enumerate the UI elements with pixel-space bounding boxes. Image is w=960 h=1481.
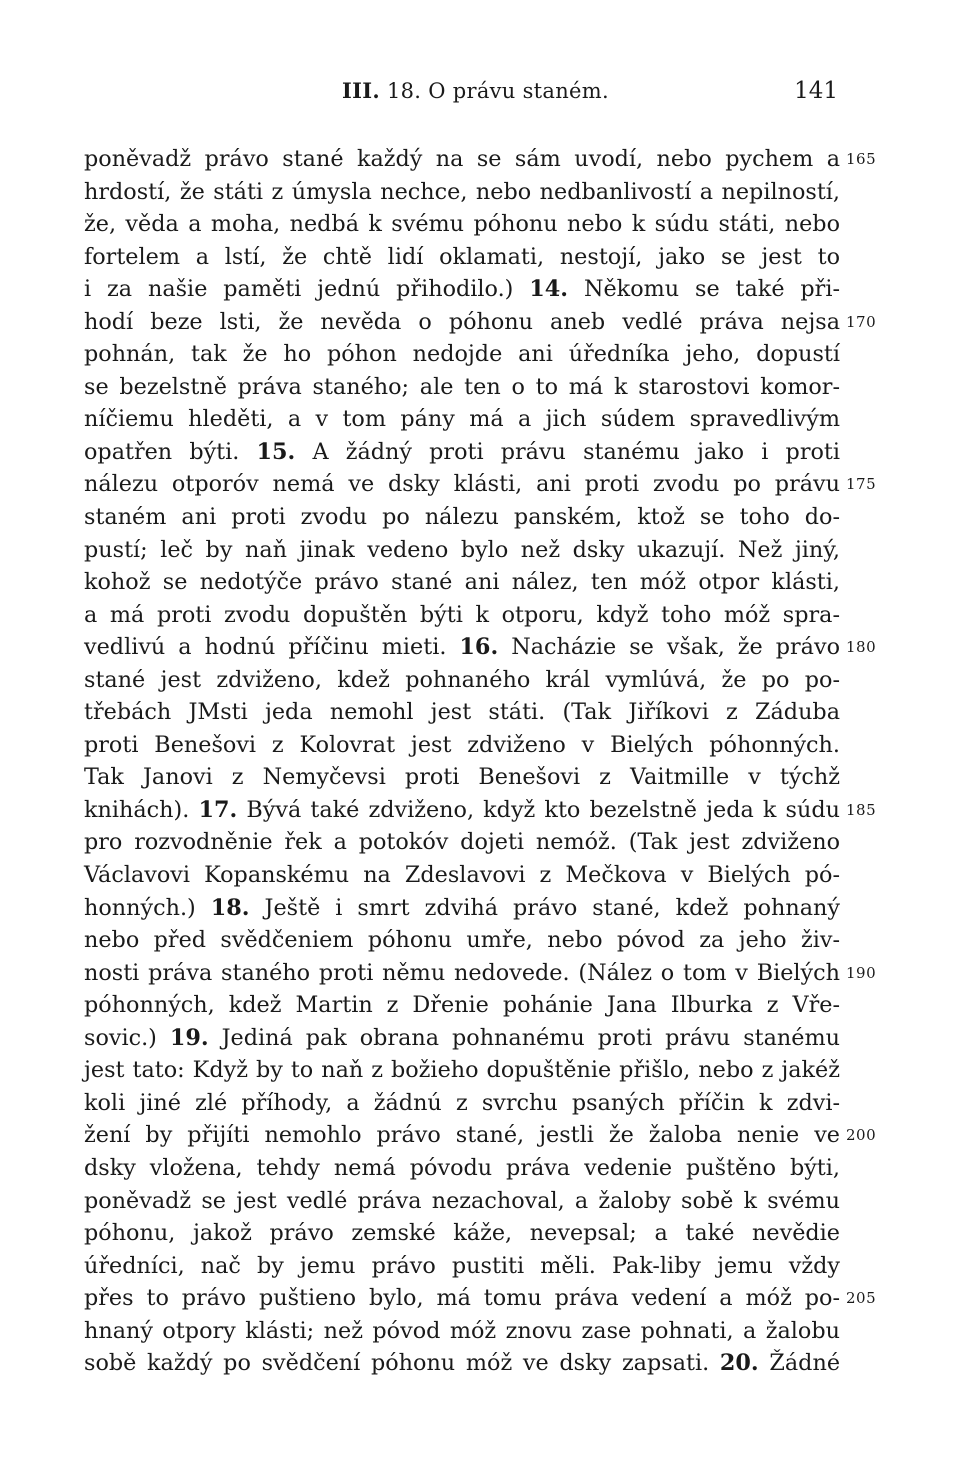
text-segment: nosti práva staného proti němu nedovede. (Nález o tom v Bielých (84, 959, 840, 986)
text-line (84, 924, 840, 957)
section-number: 16. (459, 634, 499, 661)
text-segment: Někomu se také při- (568, 276, 841, 303)
text-line (84, 761, 840, 794)
body-text (84, 143, 877, 1380)
line-number-marginal: 190 (846, 963, 877, 982)
text-line (84, 371, 840, 404)
text-segment: Žádné (758, 1350, 841, 1377)
text-segment: žení by přijíti nemohlo právo stané, jestli že žaloba nenie ve (84, 1122, 840, 1149)
text-line (84, 892, 840, 925)
running-head-title: 18. O právu staném. (386, 79, 609, 103)
text-line (84, 566, 840, 599)
line-number-marginal: 200 (846, 1126, 877, 1145)
text-segment: proti Benešovi z Kolovrat jest zdviženo v Bielých póhonných. (84, 731, 840, 758)
text-line (84, 403, 840, 436)
text-line (84, 338, 840, 371)
text-segment: Václavovi Kopanskému na Zdeslavovi z Mečkova v Bielých pó- (84, 862, 840, 889)
text-segment: stané jest zdviženo, kdež pohnaného král vymlúvá, že po po- (84, 666, 840, 693)
text-line (84, 1185, 840, 1218)
text-line (84, 1119, 877, 1152)
text-line (84, 534, 840, 567)
text-segment: opatřen býti. (84, 438, 257, 465)
text-segment: Tak Janovi z Nemyčevsi proti Benešovi z Vaitmille v týchž (84, 764, 840, 791)
text-line (84, 989, 840, 1022)
text-segment: koli jiné zlé příhody, a žádnú z svrchu psaných příčin k zdvi- (84, 1089, 840, 1116)
text-line (84, 664, 840, 697)
text-segment: Bývá také zdviženo, když kto bezelstně jeda k súdu (237, 796, 840, 823)
text-segment: poněvadž právo stané každý na se sám uvodí, nebo pychem a (84, 146, 840, 172)
text-line (84, 1217, 840, 1250)
text-segment: hodí beze lsti, že nevěda o póhonu aneb vedlé práva nejsa (84, 308, 840, 335)
text-segment: i za našie paměti jednú přihodilo.) (84, 276, 530, 303)
section-number: 18. (210, 894, 250, 921)
text-segment: sovic.) (84, 1024, 170, 1051)
text-line (84, 696, 840, 729)
running-head-roman: III. (342, 78, 380, 103)
section-number: 14. (529, 276, 569, 303)
running-head (342, 78, 609, 103)
text-segment: vedlivú a hodnú příčinu mieti. (84, 634, 460, 661)
text-segment: nálezu otporóv nemá ve dsky klásti, ani proti zvodu po právu (84, 471, 840, 498)
text-line (84, 143, 877, 176)
text-line (84, 273, 840, 306)
text-segment: úředníci, nač by jemu právo pustiti měli. Pak-liby jemu vždy (84, 1252, 840, 1279)
text-segment: hrdostí, že státi z úmysla nechce, nebo nedbanlivostí a nepilností, (84, 178, 840, 205)
page-header (0, 78, 960, 114)
text-line (84, 306, 877, 339)
text-line (84, 1250, 840, 1283)
text-line (84, 468, 877, 501)
text-segment: Nacházie se však, že právo (498, 634, 840, 661)
text-line (84, 1054, 840, 1087)
section-number: 17. (198, 796, 238, 823)
text-line (84, 241, 840, 274)
text-line (84, 208, 840, 241)
line-number-marginal: 185 (846, 800, 877, 819)
text-segment: A žádný proti právu stanému jako i proti (295, 438, 840, 465)
page-number: 141 (794, 78, 838, 104)
text-line (84, 957, 877, 990)
text-segment: poněvadž se jest vedlé práva nezachoval, a žaloby sobě k svému (84, 1187, 840, 1214)
text-segment: póhonu, jakož právo zemské káže, nevepsal; a také nevědie (84, 1220, 840, 1247)
text-segment: že, věda a moha, nedbá k svému póhonu nebo k súdu státi, nebo (84, 211, 840, 238)
text-segment: třebách JMsti jeda nemohl jest státi. (Tak Jiříkovi z Záduba (84, 699, 840, 726)
line-number-marginal: 170 (846, 312, 877, 331)
text-line (84, 859, 840, 892)
text-line (84, 1282, 877, 1315)
text-segment: póhonných, kdež Martin z Dřenie pohánie Jana Ilburka z Vře- (84, 992, 840, 1019)
text-segment: přes to právo puštieno bylo, má tomu práva vedení a móž po- (84, 1285, 840, 1312)
text-segment: se bezelstně práva staného; ale ten o to má k starostovi komor- (84, 373, 840, 400)
text-line (84, 1152, 840, 1185)
text-segment: Jediná pak obrana pohnanému proti právu stanému (208, 1024, 840, 1051)
text-segment: pohnán, tak že ho póhon nedojde ani úředníka jeho, dopustí (84, 341, 840, 368)
text-line (84, 176, 840, 209)
text-line (84, 436, 840, 469)
text-line (84, 599, 840, 632)
section-number: 19. (169, 1024, 209, 1051)
text-segment: fortelem a lstí, že chtě lidí oklamati, nestojí, jako se jest to (84, 243, 840, 270)
text-segment: jest tato: Když by to naň z božieho dopuštěnie přišlo, nebo z jakéž (84, 1057, 840, 1084)
text-segment: níčiemu hleděti, a v tom pány má a jich súdem spravedlivým (84, 406, 840, 433)
line-number-marginal: 180 (846, 638, 877, 657)
section-number: 20. (719, 1350, 759, 1377)
text-segment: honných.) (84, 894, 211, 921)
text-line (84, 794, 877, 827)
text-line (84, 826, 840, 859)
text-segment: nebo před svědčeniem póhonu umře, nebo póvod za jeho živ- (84, 927, 840, 954)
line-number-marginal: 165 (846, 150, 877, 168)
text-segment: knihách). (84, 796, 199, 823)
text-line (84, 631, 877, 664)
text-segment: Ještě i smrt zdvihá právo stané, kdež pohnaný (249, 894, 840, 921)
text-segment: staném ani proti zvodu po nálezu panském, ktož se toho do- (84, 504, 840, 531)
line-number-marginal: 175 (846, 475, 877, 494)
text-segment: kohož se nedotýče právo stané ani nález, ten móž otpor klásti, (84, 569, 840, 596)
text-line (84, 1087, 840, 1120)
text-line (84, 729, 840, 762)
text-line (84, 1315, 840, 1348)
text-line (84, 1347, 840, 1380)
text-segment: dsky vložena, tehdy nemá póvodu práva vedenie puštěno býti, (84, 1154, 840, 1181)
text-segment: sobě každý po svědčení póhonu móž ve dsky zapsati. (84, 1350, 720, 1377)
text-line (84, 501, 840, 534)
text-segment: a má proti zvodu dopuštěn býti k otporu, když toho móž spra- (84, 601, 840, 628)
text-segment: pustí; leč by naň jinak vedeno bylo než dsky ukazují. Než jiný, (84, 536, 840, 563)
section-number: 15. (256, 438, 296, 465)
text-line (84, 1022, 840, 1055)
text-segment: hnaný otpory klásti; než póvod móž znovu zase pohnati, a žalobu (84, 1317, 840, 1344)
text-segment: pro rozvodněnie řek a potokóv dojeti nemóž. (Tak jest zdviženo (84, 829, 840, 856)
line-number-marginal: 205 (846, 1289, 877, 1308)
